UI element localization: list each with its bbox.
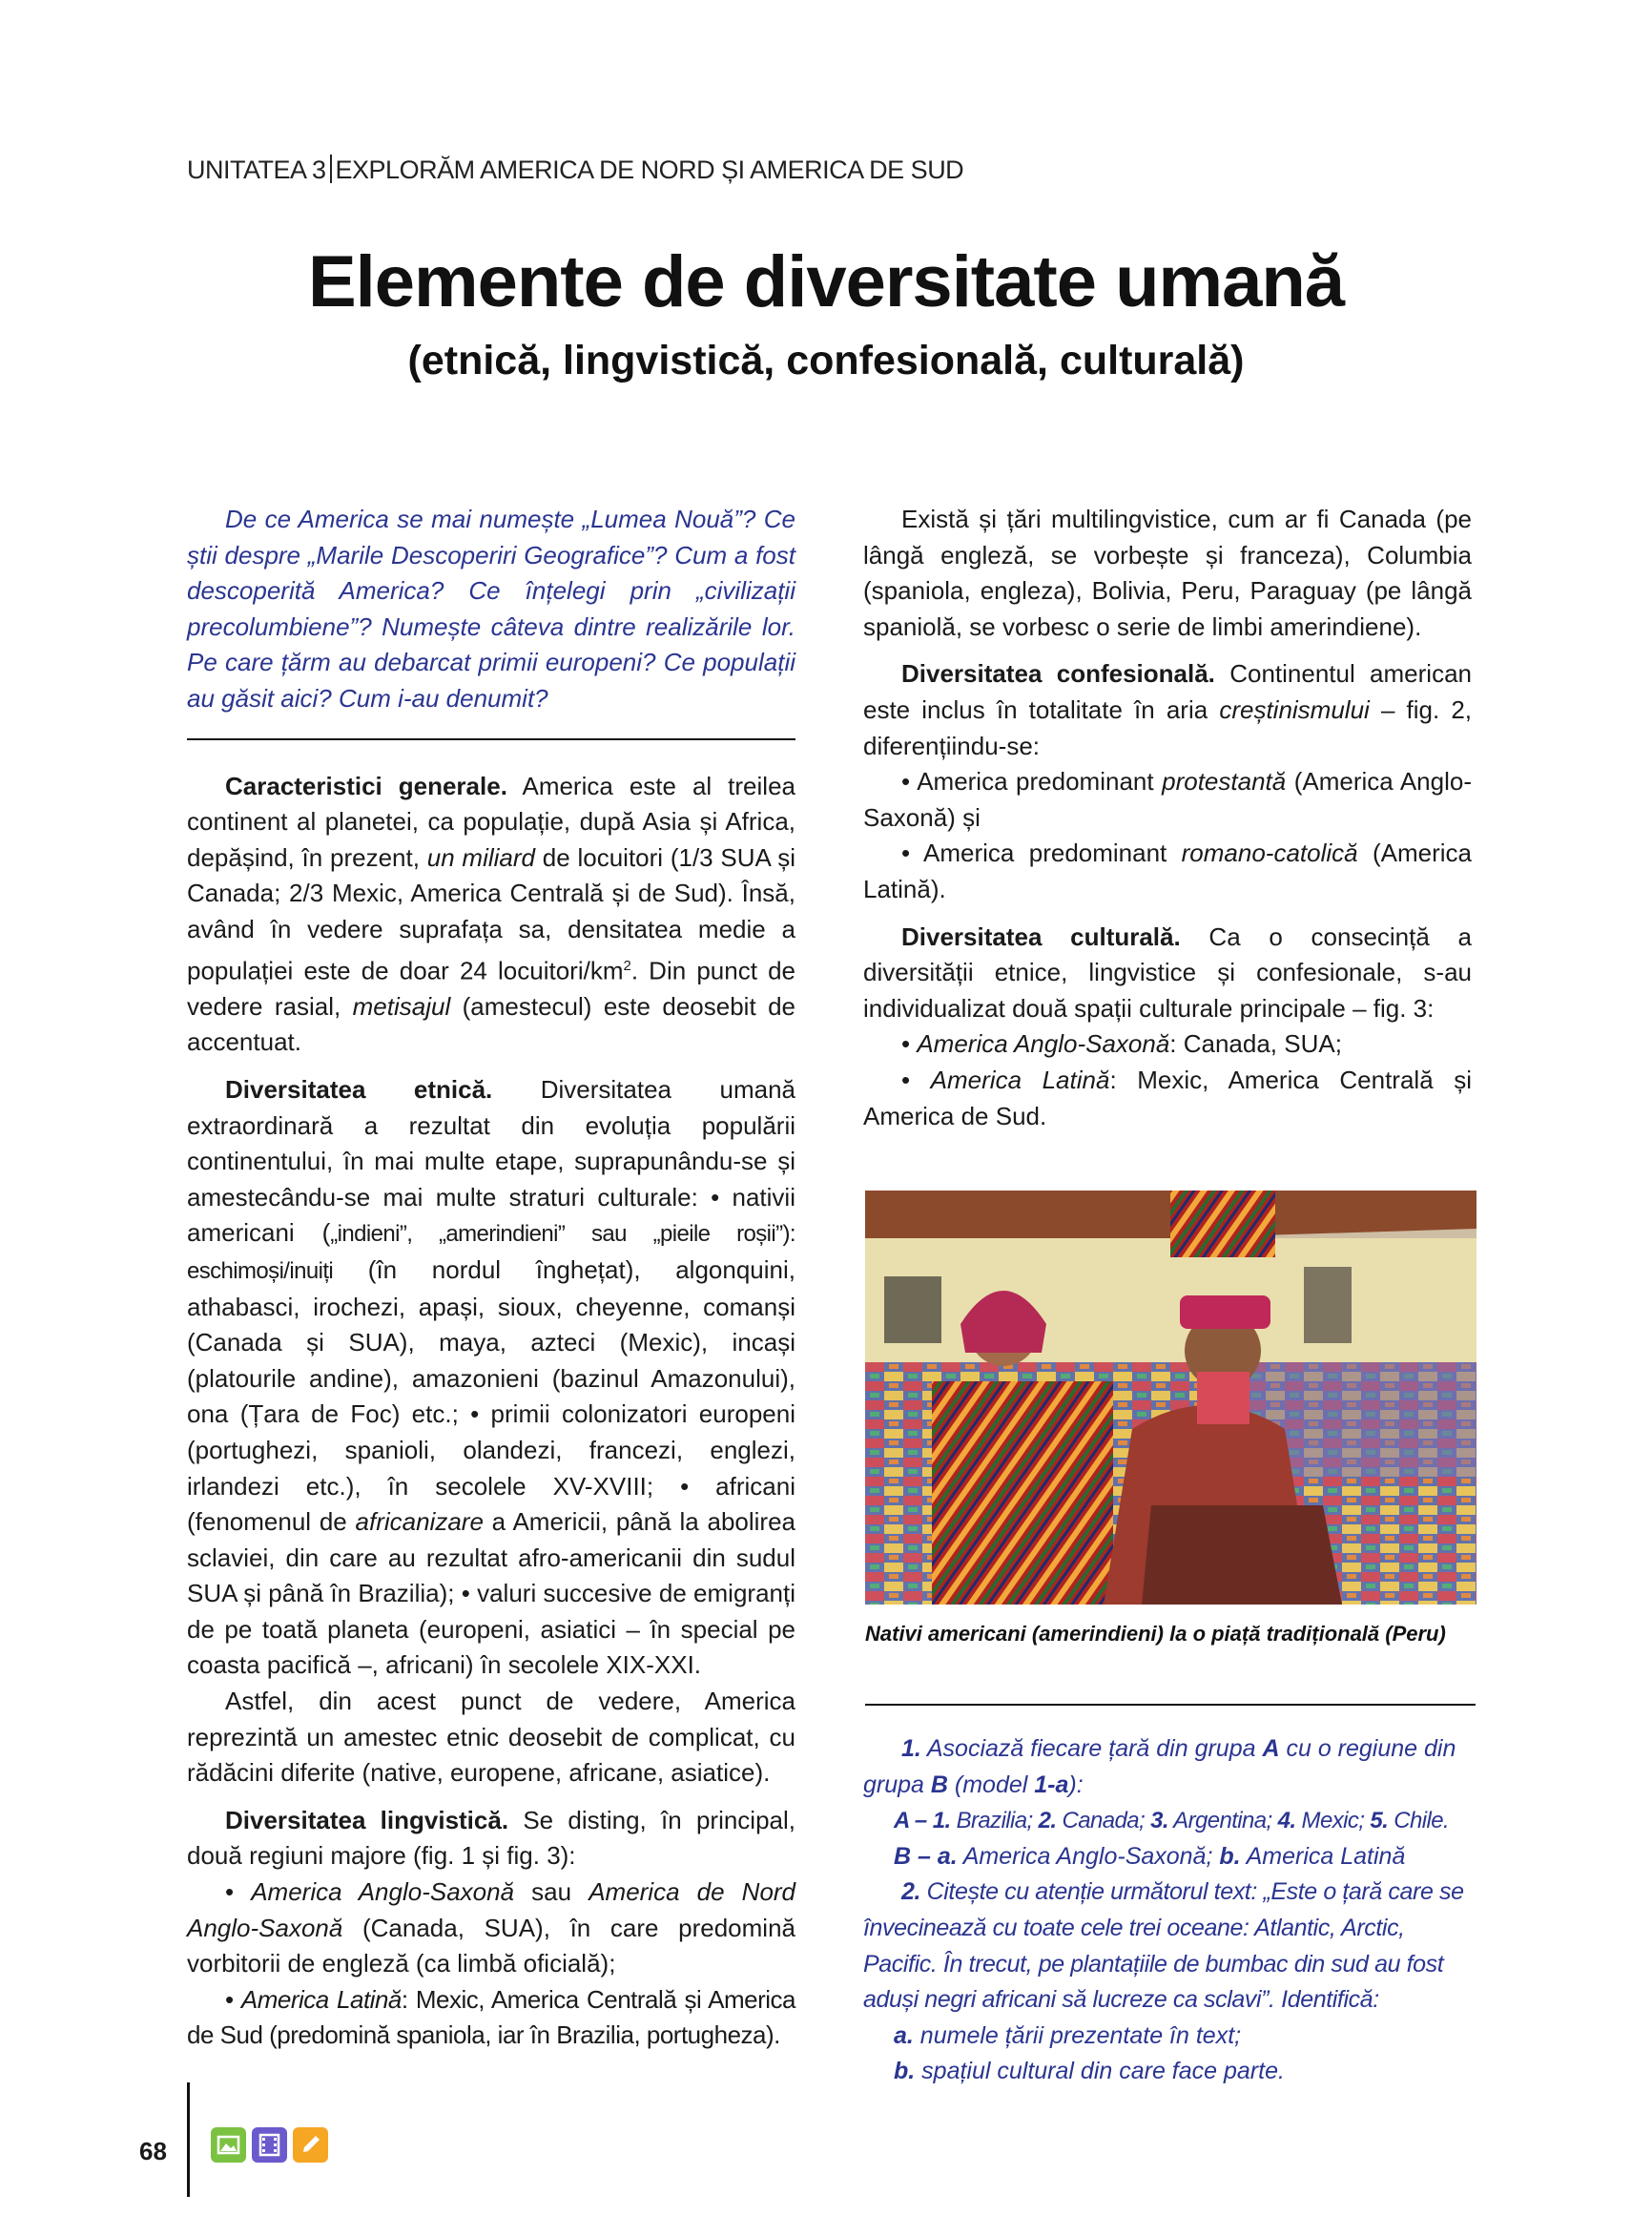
photo-caption: Nativi americani (amerindieni) la o piață tradițională (Peru): [865, 1622, 1446, 1646]
unit-label: UNITATEA 3: [187, 155, 326, 184]
confessional-paragraph: Diversitatea confesională. Continentul american este inclus în totalitate în aria creștinismului – fig. 2, diferențiindu-se:: [863, 659, 1473, 760]
resource-icons: [211, 2127, 328, 2163]
exercise-2-a: a. numele țării prezentate în text;: [894, 2021, 1242, 2049]
cultural-bullet-2: • America Latină: Mexic, America Centrală și America de Sud.: [863, 1065, 1472, 1130]
header-separator: [330, 155, 332, 183]
ethnic-heading: Diversitatea etnică.: [225, 1074, 493, 1104]
market-photo: [865, 1191, 1476, 1605]
exercise-1: 1. Asociază fiecare țară din grupa A cu o regiune din grupa B (model 1-a):: [863, 1735, 1456, 1798]
general-heading: Caracteristici generale.: [225, 771, 507, 800]
intro-questions: De ce America se mai numește „Lumea Nouă”? Ce știi despre „Marile Descoperiri Geografice”? Cum a fost descoperită America? Ce înțelegi prin „civilizații precolumbiene”? Numește câteva dintre realizările lor. Pe care țărm au debarcat primii europeni? Ce populații au găsit aici? Cum i-au denumit?: [187, 505, 795, 713]
linguistic-bullet-2: • America Latină: Mexic, America Centrală și America de Sud (predomină spaniola, iar în Brazilia, portugheza).: [187, 1984, 796, 2050]
page-title: Elemente de diversitate umană: [307, 241, 1345, 322]
exercise-2-b: b. spațiul cultural din care face parte.: [894, 2058, 1285, 2085]
page-subtitle: (etnică, lingvistică, confesională, culturală): [407, 338, 1245, 383]
linguistic-bullet-1: • America Anglo-Saxonă sau America de Nord Anglo-Saxonă (Canada, SUA), în care predomină vorbitorii de engleză (ca limbă oficială);: [187, 1877, 796, 1978]
linguistic-paragraph: Diversitatea lingvistică. Se disting, în principal, două regiuni majore (fig. 1 și fig. 3):: [187, 1805, 795, 1871]
running-header: [187, 155, 963, 185]
general-paragraph: Caracteristici generale. America este al treilea continent al planetei, ca populație, după Asia și Africa, depășind, în prezent, un miliard de locuitori (1/3 SUA și Canada; 2/3 Mexic, America Centrală și de Sud). Însă, având în vedere suprafața sa, densitatea medie a populației este de doar 24 locuitori/$km^2$. Din punct de vedere rasial, metisajul (amestecul) este deosebit de accentuat.: [187, 771, 796, 1057]
ethnic-paragraph: Diversitatea etnică. Diversitatea umană extraordinară a rezultat din evoluția populării continentului, în mai multe etape, suprapunându-se și amestecându-se mai multe straturi culturale: • nativii americani („indieni”, „amerindieni” sau „pieile roșii”): eschimoși/inuiți (în nordul înghețat), algonquini, athabasci, irochezi, apași, sioux, cheyenne, comanși (Canada și SUA), maya, azteci (Mexic), incași (platourile andine), amazonieni (bazinul Amazonului), ona (Țara de Foc) etc.; • primii colonizatori europeni (portughezi, spanioli, olandezi, francezi, englezi, irlandezi etc.), în secolele XV-XVIII; • africani (fenomenul de africanizare a Americii, până la abolirea sclaviei, din care au rezultat afro-americanii din sudul SUA și până în Brazilia); • valuri succesive de emigranți de pe toată planeta (europeni, asiatici – în special pe coasta pacifică –, africani) în secolele XIX-XXI.: [187, 1074, 795, 1680]
exercises-divider: [865, 1704, 1476, 1706]
cultural-bullet-1: • America Anglo-Saxonă: Canada, SUA;: [901, 1029, 1342, 1059]
exercise-1-group-a: A – 1. Brazilia; 2. Canada; 3. Argentina; 4. Mexic; 5. Chile.: [894, 1808, 1450, 1834]
market-photo-illustration: [865, 1191, 1476, 1605]
page-number-bar: [187, 2082, 190, 2197]
unit-title: EXPLORĂM AMERICA DE NORD ȘI AMERICA DE SUD: [335, 155, 964, 184]
right-column: [863, 502, 1472, 1134]
multilingual-paragraph: Există și țări multilingvistice, cum ar fi Canada (pe lângă engleză, se vorbește și franceza), Columbia (spaniola, engleza), Bolivia, Peru, Paraguay (pe lângă spaniolă, se vorbesc o serie de limbi amerindiene).: [863, 505, 1472, 641]
confessional-heading: Diversitatea confesională.: [901, 659, 1215, 689]
image-icon[interactable]: [211, 2127, 246, 2163]
pencil-icon[interactable]: [293, 2127, 328, 2163]
exercise-1-group-b: B – a. America Anglo-Saxonă; b. America Latină: [894, 1842, 1406, 1870]
exercises: [863, 1731, 1478, 2090]
confessional-bullet-1: • America predominant protestantă (America Anglo-Saxonă) și: [863, 767, 1472, 832]
page-number: 68: [139, 2137, 167, 2165]
ethnic-conclusion: Astfel, din acest punct de vedere, America reprezintă un amestec etnic deosebit de complicat, cu rădăcini diferite (native, europene, africane, asiatice).: [187, 1687, 795, 1788]
exercise-2: 2. Citește cu atenție următorul text: „Este o țară care se învecinează cu toate cele trei oceane: Atlantic, Arctic, Pacific. În trecut, pe plantațiile de bumbac din sud au fost aduși negri africani să lucreze ca sclavi”. Identifică:: [863, 1878, 1464, 2014]
cultural-paragraph: Diversitatea culturală. Ca o consecință a diversității etnice, lingvistice și confesionale, s-au individualizat două spații culturale principale – fig. 3:: [863, 922, 1472, 1023]
cultural-heading: Diversitatea culturală.: [901, 922, 1181, 951]
film-icon[interactable]: [252, 2127, 287, 2163]
linguistic-heading: Diversitatea lingvistică.: [225, 1805, 509, 1834]
left-column: [187, 502, 795, 2054]
confessional-bullet-2: • America predominant romano-catolică (America Latină).: [863, 839, 1472, 903]
